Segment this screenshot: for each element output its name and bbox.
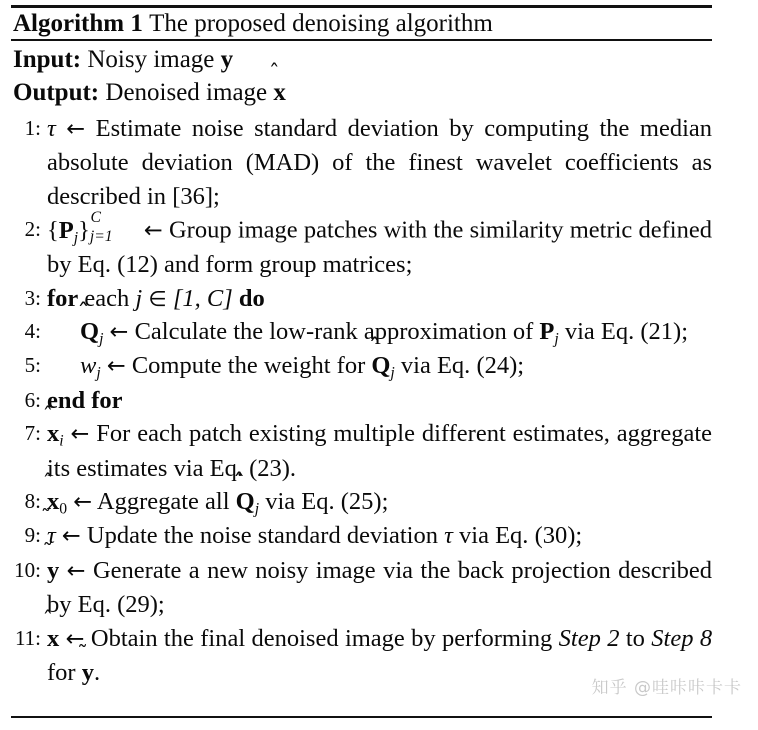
step8-matrix-sub: j [254, 500, 260, 518]
step-number: 10: [14, 557, 41, 582]
step4-target-sub: j [99, 330, 104, 348]
algorithm-title [13, 9, 713, 38]
step-number: 8: [24, 488, 41, 513]
step2-group-set: $\{P_j\}$ C j=1 [47, 217, 138, 244]
step2-text-b: and form group matrices; [164, 251, 413, 279]
step9-target: τ [47, 522, 56, 550]
output-text: Denoised image [105, 79, 268, 106]
step11-target-hat [47, 622, 59, 655]
step5-target-sub: j [96, 364, 101, 382]
step2-group-sup: C [90, 208, 101, 226]
step-number: 2: [24, 217, 41, 242]
step3-range: [1, C] [172, 284, 233, 312]
step9-eq: (30) [534, 522, 576, 550]
step-body [47, 315, 758, 349]
element-of-icon: ∈ [148, 285, 167, 311]
step3-keyword-for: for [47, 284, 79, 312]
step5-eq: (24) [476, 352, 518, 380]
step7-target-base: x [47, 420, 60, 448]
step4-target-base: Q [80, 317, 100, 345]
step8-matrix-hat [236, 485, 255, 518]
rule-under-title [11, 39, 712, 41]
algorithm-step [0, 208, 758, 281]
step1-terminator: ; [213, 182, 220, 210]
algorithm-step [0, 384, 758, 417]
step7-target-sub: i [59, 432, 64, 450]
step7-terminator: . [289, 454, 297, 482]
algorithm-step [0, 519, 758, 553]
step3-keyword-do: do [238, 284, 265, 312]
step10-eq: (29) [117, 591, 158, 619]
step3-each: each [84, 284, 130, 312]
step6-keyword-end-for: end for [47, 386, 123, 414]
input-text: Noisy image [87, 46, 215, 73]
step11-final-symbol-tilde [82, 656, 94, 689]
step-body [47, 485, 758, 519]
output-symbol: x [273, 79, 286, 106]
step2-group-lower: j=1 [89, 227, 113, 245]
step8-text-a: Aggregate all [96, 487, 230, 515]
step10-target: y [47, 556, 60, 584]
step10-terminator: ; [157, 591, 165, 619]
step9-text-b: via Eq. [459, 522, 529, 550]
assign-arrow-icon: ← [109, 318, 129, 345]
step2-eq: (12) [117, 251, 158, 279]
input-symbol: y [220, 46, 234, 73]
step2-group-base: P [58, 216, 74, 244]
step-body [47, 112, 758, 213]
output-symbol-hat [273, 76, 286, 109]
step9-text-a: Update the noise standard deviation [86, 522, 438, 550]
step5-matrix-sub: j [390, 364, 395, 382]
step1-text: Estimate noise standard deviation by computing the median absolute deviation (MAD) of the finest wavelet coefficients as described in [47, 115, 713, 210]
step9-tau: τ [444, 522, 453, 550]
step8-eq: (25) [340, 487, 382, 515]
algorithm-step [0, 554, 758, 622]
step-number: 11: [14, 625, 41, 650]
output-label: Output: [13, 79, 100, 106]
algorithm-step [0, 282, 758, 315]
assign-arrow-icon: ← [66, 557, 86, 584]
step11-text-c: for [47, 659, 76, 686]
step4-eq: (21) [640, 317, 682, 345]
algorithm-step [0, 349, 758, 383]
step5-text-a: Compute the weight for [131, 352, 366, 380]
step11-text-b: to [625, 624, 645, 652]
step-number: 4: [24, 318, 41, 343]
assign-arrow-icon: ← [143, 217, 163, 244]
step11-step-word-1: Step [558, 624, 601, 652]
step5-target-base: w [80, 352, 97, 380]
step-number: 5: [24, 353, 41, 378]
algorithm-step [0, 112, 758, 213]
step4-text-b: via Eq. [564, 317, 635, 345]
assign-arrow-icon: ← [70, 421, 90, 448]
step-body [47, 417, 758, 485]
assign-arrow-icon: ← [66, 116, 86, 142]
step11-step-num-1: 2 [607, 624, 620, 652]
step-body [47, 282, 758, 315]
step7-text-a: For each patch existing multiple different estimates, aggregate its estimates via Eq. [47, 420, 713, 482]
assign-arrow-icon: ← [73, 488, 93, 515]
algorithm-step [0, 315, 758, 349]
algorithm-step [0, 417, 758, 485]
step-body [47, 519, 758, 553]
step-number: 3: [24, 285, 41, 310]
algorithm-title-label: Algorithm 1 [13, 10, 143, 37]
rule-bottom [11, 716, 712, 718]
step8-target-sub: 0 [59, 500, 68, 518]
assign-arrow-icon: ← [106, 353, 126, 380]
step10-text-a: Generate a new noisy image via the back projection described by Eq. [47, 556, 713, 619]
step8-target-hat [47, 485, 59, 518]
algorithm-steps [0, 112, 758, 689]
step5-terminator: ; [517, 352, 525, 380]
step4-matrix-sub: j [554, 330, 559, 348]
step7-target-hat [47, 417, 59, 450]
step9-target-tilde [47, 519, 56, 552]
step-body [47, 384, 758, 417]
step-body [47, 554, 758, 622]
step-number: 6: [24, 387, 41, 412]
step11-text-a: Obtain the final denoised image by performing [90, 624, 553, 652]
input-line [13, 43, 713, 76]
output-line [13, 76, 713, 109]
step2-group-limits [89, 208, 138, 245]
step11-step-num-2: 8 [699, 624, 713, 652]
step9-terminator: ; [575, 522, 583, 550]
step11-final-symbol: y [81, 659, 94, 686]
step5-text-b: via Eq. [400, 352, 471, 380]
step2-group-sub: j [73, 229, 79, 247]
assign-arrow-icon: ← [65, 625, 85, 652]
step-number: 1: [24, 116, 41, 140]
step4-matrix-base: P [539, 317, 555, 345]
step4-terminator: ; [681, 317, 688, 345]
step10-target-tilde [47, 554, 59, 587]
step-body [47, 349, 758, 383]
step8-matrix-base: Q [235, 487, 255, 515]
step5-matrix-base: Q [371, 352, 391, 380]
step4-target-hat [80, 315, 99, 348]
algorithm-step [0, 485, 758, 519]
step3-var: j [135, 284, 143, 312]
step8-target-base: x [47, 487, 60, 515]
step-body [47, 208, 758, 281]
io-block [13, 43, 713, 109]
algorithm-title-text: The proposed denoising algorithm [149, 10, 493, 37]
step11-terminator: . [93, 659, 101, 686]
step2-text-a: Group image patches with the similarity metric defined by Eq. [47, 216, 712, 279]
rule-top [11, 5, 712, 8]
step4-text-a: Calculate the low-rank approximation of [134, 317, 534, 345]
assign-arrow-icon: ← [61, 523, 81, 550]
step-number: 9: [24, 523, 41, 548]
step7-eq: (23) [249, 454, 290, 482]
step1-ref: [36] [172, 182, 214, 210]
step11-target: x [47, 624, 60, 652]
step5-matrix-hat [371, 349, 390, 382]
step8-text-b: via Eq. [265, 487, 335, 515]
input-label: Input: [13, 46, 82, 73]
step8-terminator: ; [381, 487, 389, 515]
zhihu-watermark: 知乎 @哇咔咔卡卡 [591, 678, 742, 698]
step11-step-word-2: Step [651, 624, 694, 652]
step1-target: τ [47, 115, 56, 142]
step-number: 7: [24, 421, 41, 446]
